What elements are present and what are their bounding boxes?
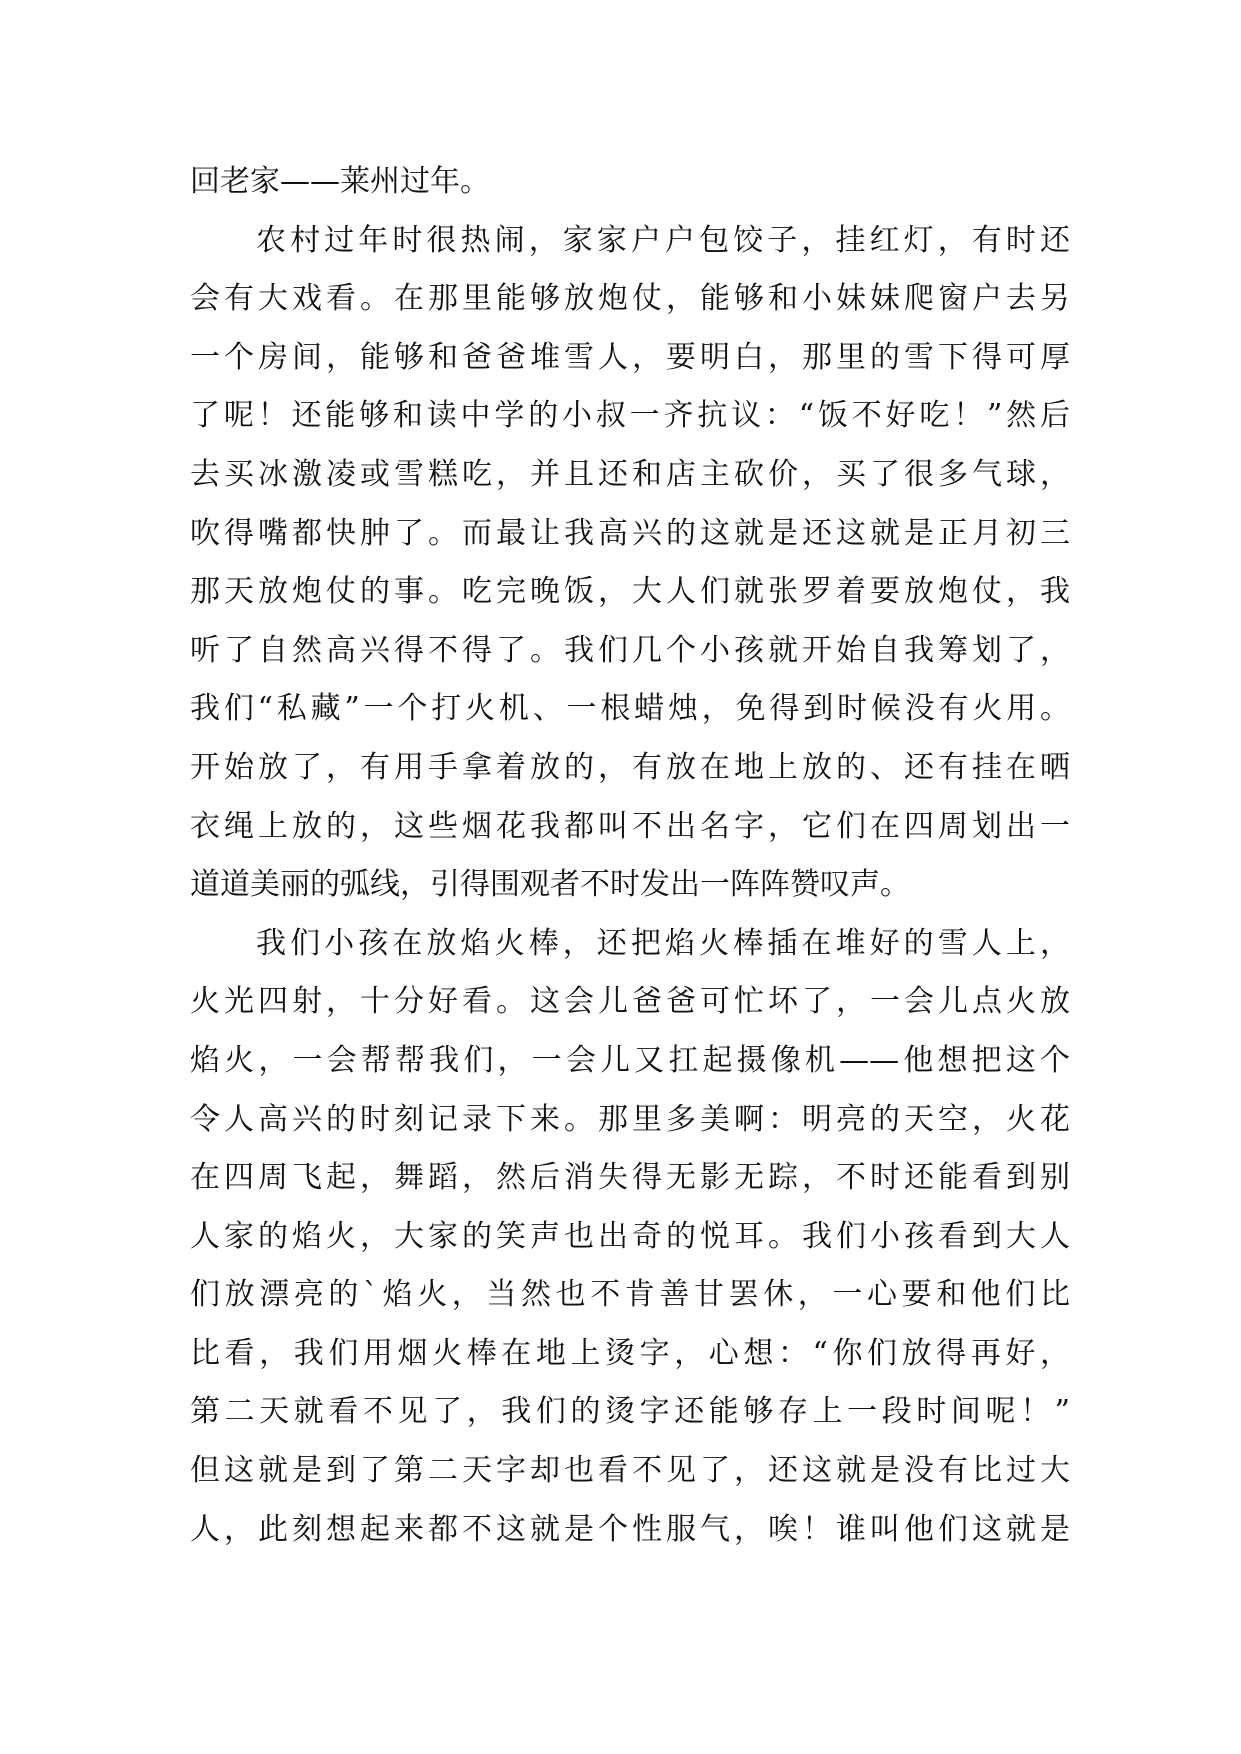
text-line: 人，此刻想起来都不这就是个性服气，唉！谁叫他们这就是 xyxy=(190,1511,1070,1547)
text-line: 第二天就看不见了，我们的烫字还能够存上一段时间呢！” xyxy=(190,1394,1070,1430)
text-line: 在四周飞起，舞蹈，然后消失得无影无踪，不时还能看到别 xyxy=(190,1160,1070,1196)
text-line: 道道美丽的弧线，引得围观者不时发出一阵阵赞叹声。 xyxy=(190,867,910,903)
text-line: 去买冰激凌或雪糕吃，并且还和店主砍价，买了很多气球， xyxy=(190,456,1070,492)
text-line: 了呢！还能够和读中学的小叔一齐抗议：“饭不好吃！”然后 xyxy=(190,398,1070,434)
text-line: 焰火，一会帮帮我们，一会儿又扛起摄像机——他想把这个 xyxy=(190,1042,1070,1078)
text-line: 衣绳上放的，这些烟花我都叫不出名字，它们在四周划出一 xyxy=(190,808,1070,844)
text-line: 那天放炮仗的事。吃完晚饭，大人们就张罗着要放炮仗，我 xyxy=(190,574,1070,610)
text-line: 回老家——莱州过年。 xyxy=(190,164,490,199)
text-line: 农村过年时很热闹，家家户户包饺子，挂红灯，有时还 xyxy=(256,222,1070,258)
text-line: 但这就是到了第二天字却也看不见了，还这就是没有比过大 xyxy=(190,1453,1070,1489)
text-line: 吹得嘴都快肿了。而最让我高兴的这就是还这就是正月初三 xyxy=(190,515,1070,551)
text-line: 一个房间，能够和爸爸堆雪人，要明白，那里的雪下得可厚 xyxy=(190,339,1070,375)
text-line: 比看，我们用烟火棒在地上烫字，心想：“你们放得再好， xyxy=(190,1335,1070,1371)
text-line: 我们小孩在放焰火棒，还把焰火棒插在堆好的雪人上， xyxy=(256,925,1070,961)
text-line: 人家的焰火，大家的笑声也出奇的悦耳。我们小孩看到大人 xyxy=(190,1218,1070,1254)
text-line: 令人高兴的时刻记录下来。那里多美啊：明亮的天空，火花 xyxy=(190,1101,1070,1137)
text-line: 我们“私藏”一个打火机、一根蜡烛，免得到时候没有火用。 xyxy=(190,691,1070,727)
text-line: 听了自然高兴得不得了。我们几个小孩就开始自我筹划了， xyxy=(190,632,1070,668)
text-line: 们放漂亮的`焰火，当然也不肯善甘罢休，一心要和他们比 xyxy=(190,1277,1070,1313)
text-line: 会有大戏看。在那里能够放炮仗，能够和小妹妹爬窗户去另 xyxy=(190,281,1070,317)
text-line: 开始放了，有用手拿着放的，有放在地上放的、还有挂在晒 xyxy=(190,749,1070,785)
body-text xyxy=(190,153,1070,1559)
text-line: 火光四射，十分好看。这会儿爸爸可忙坏了，一会儿点火放 xyxy=(190,984,1070,1020)
